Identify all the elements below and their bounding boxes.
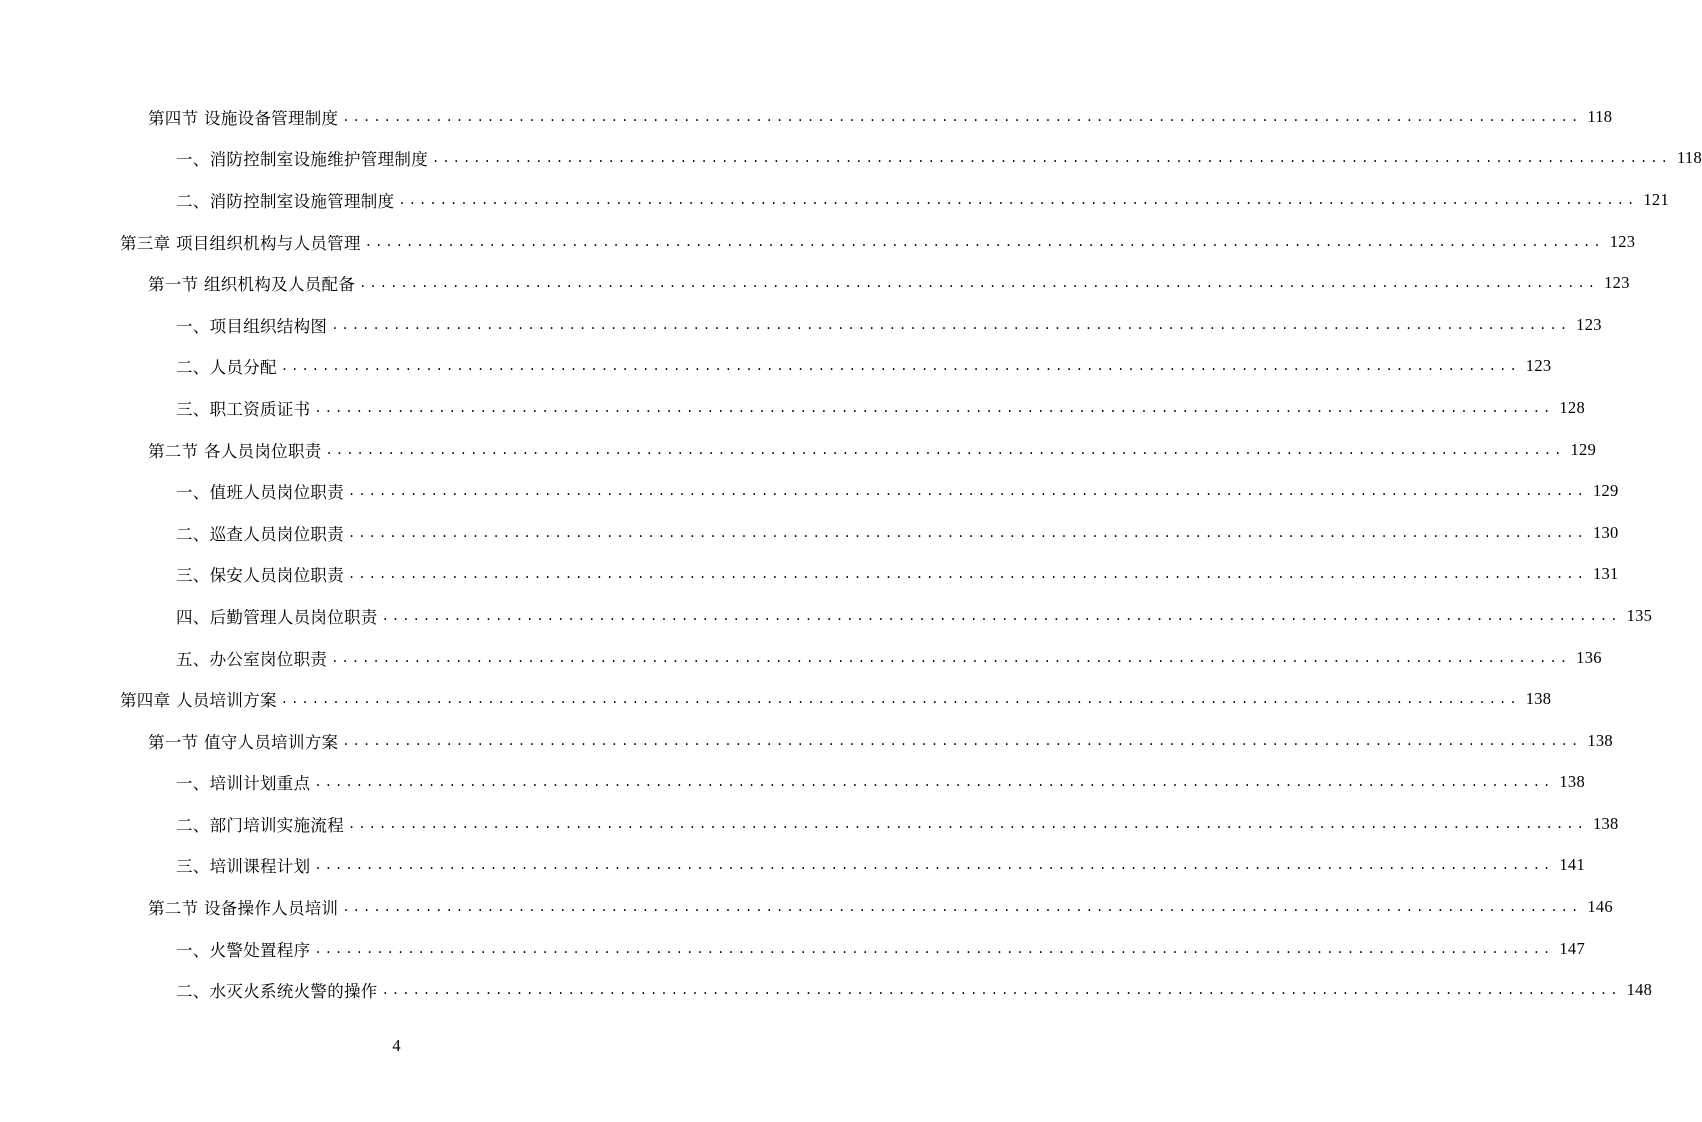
toc-entry[interactable]	[0, 720, 1613, 762]
dot-leader: ........................................................................................................................	[280, 359, 1520, 374]
toc-entry-title: 一、项目组织结构图	[176, 316, 328, 336]
dot-leader: ........................................................................................................................	[364, 234, 1604, 249]
toc-entry-title: 二、巡查人员岗位职责	[176, 524, 344, 544]
toc-entry-title: 第二节 各人员岗位职责	[148, 441, 322, 461]
toc-entry-title: 第三章 项目组织机构与人员管理	[120, 233, 361, 253]
toc-entry[interactable]	[0, 762, 1586, 804]
toc-entry-page: 129	[1592, 481, 1619, 501]
toc-entry[interactable]	[0, 928, 1586, 970]
toc-entry-title: 二、部门培训实施流程	[176, 815, 344, 835]
toc-entry-page: 130	[1592, 522, 1619, 542]
toc-entry-title: 第二节 设备操作人员培训	[148, 899, 339, 919]
toc-entry-title: 四、后勤管理人员岗位职责	[176, 607, 378, 627]
toc-entry[interactable]	[0, 429, 1597, 471]
toc-entry[interactable]	[0, 845, 1586, 887]
toc-entry-page: 138	[1525, 689, 1552, 709]
toc-entry-title: 第四节 设施设备管理制度	[148, 108, 339, 128]
toc-entry[interactable]	[0, 470, 1619, 512]
dot-leader: ........................................................................................................................	[348, 816, 1587, 831]
dot-leader: ........................................................................................................................	[280, 692, 1520, 707]
dot-leader: ........................................................................................................................	[325, 442, 1565, 457]
dot-leader: ........................................................................................................................	[314, 775, 1554, 790]
toc-entry-title: 二、人员分配	[176, 358, 277, 378]
toc-entry-page: 131	[1592, 564, 1619, 584]
toc-entry[interactable]	[0, 886, 1613, 928]
toc-entry-title: 一、值班人员岗位职责	[176, 483, 344, 503]
toc-entry-title: 五、办公室岗位职责	[176, 649, 328, 669]
toc-entry[interactable]	[0, 678, 1552, 720]
dot-leader: ........................................................................................................................	[342, 109, 1582, 124]
toc-entry[interactable]	[0, 138, 1702, 180]
dot-leader: ........................................................................................................................	[348, 567, 1587, 582]
toc-entry-title: 一、火警处置程序	[176, 940, 311, 960]
toc-entry-page: 123	[1525, 356, 1552, 376]
toc-entry-page: 123	[1609, 231, 1636, 251]
toc-entry[interactable]	[0, 512, 1619, 554]
toc-entry-page: 128	[1559, 397, 1586, 417]
toc-entry-page: 138	[1592, 813, 1619, 833]
toc-entry-page: 141	[1559, 855, 1586, 875]
toc-entry[interactable]	[0, 803, 1619, 845]
toc-entry-title: 三、保安人员岗位职责	[176, 566, 344, 586]
toc-entry[interactable]	[0, 387, 1586, 429]
toc-entry[interactable]	[0, 96, 1613, 138]
toc-entry-title: 三、培训课程计划	[176, 857, 311, 877]
dot-leader: ........................................................................................................................	[381, 608, 1621, 623]
toc-entry-title: 三、职工资质证书	[176, 399, 311, 419]
toc-entry-title: 第一节 组织机构及人员配备	[148, 275, 356, 295]
dot-leader: ........................................................................................................................	[348, 525, 1587, 540]
toc-entry-page: 148	[1626, 980, 1653, 1000]
toc-entry[interactable]	[0, 262, 1630, 304]
toc-entry-page: 118	[1676, 148, 1702, 168]
toc-entry-page: 118	[1587, 106, 1613, 126]
dot-leader: ........................................................................................................................	[314, 400, 1554, 415]
toc-entry[interactable]	[0, 637, 1602, 679]
toc-entry[interactable]	[0, 969, 1653, 1011]
dot-leader: ........................................................................................................................	[398, 192, 1638, 207]
dot-leader: ........................................................................................................................	[331, 317, 1571, 332]
toc-entry-page: 146	[1587, 897, 1613, 917]
page-number: 4	[392, 1036, 401, 1055]
toc-entry-page: 147	[1559, 938, 1586, 958]
table-of-contents	[0, 96, 1702, 1011]
toc-entry-page: 129	[1570, 439, 1597, 459]
dot-leader: ........................................................................................................................	[381, 983, 1621, 998]
toc-entry-title: 第一节 值守人员培训方案	[148, 732, 339, 752]
dot-leader: ........................................................................................................................	[348, 484, 1587, 499]
toc-entry-page: 138	[1587, 730, 1613, 750]
dot-leader: ........................................................................................................................	[432, 151, 1671, 166]
toc-entry[interactable]	[0, 179, 1670, 221]
toc-entry-title: 第四章 人员培训方案	[120, 691, 277, 711]
toc-entry[interactable]	[0, 346, 1552, 388]
dot-leader: ........................................................................................................................	[331, 650, 1571, 665]
toc-entry-page: 138	[1559, 772, 1586, 792]
toc-entry[interactable]	[0, 221, 1636, 263]
toc-entry-title: 一、消防控制室设施维护管理制度	[176, 150, 428, 170]
toc-entry[interactable]	[0, 304, 1602, 346]
dot-leader: ........................................................................................................................	[359, 276, 1599, 291]
dot-leader: ........................................................................................................................	[342, 900, 1582, 915]
dot-leader: ........................................................................................................................	[342, 733, 1582, 748]
toc-entry[interactable]	[0, 554, 1619, 596]
toc-entry-title: 一、培训计划重点	[176, 774, 311, 794]
toc-entry-page: 123	[1604, 273, 1630, 293]
dot-leader: ........................................................................................................................	[314, 858, 1554, 873]
toc-entry-page: 121	[1643, 189, 1670, 209]
toc-entry-title: 二、消防控制室设施管理制度	[176, 191, 395, 211]
toc-entry[interactable]	[0, 595, 1653, 637]
toc-entry-page: 136	[1576, 647, 1602, 667]
toc-entry-page: 123	[1576, 314, 1602, 334]
toc-entry-page: 135	[1626, 605, 1653, 625]
dot-leader: ........................................................................................................................	[314, 941, 1554, 956]
toc-entry-title: 二、水灭火系统火警的操作	[176, 982, 378, 1002]
